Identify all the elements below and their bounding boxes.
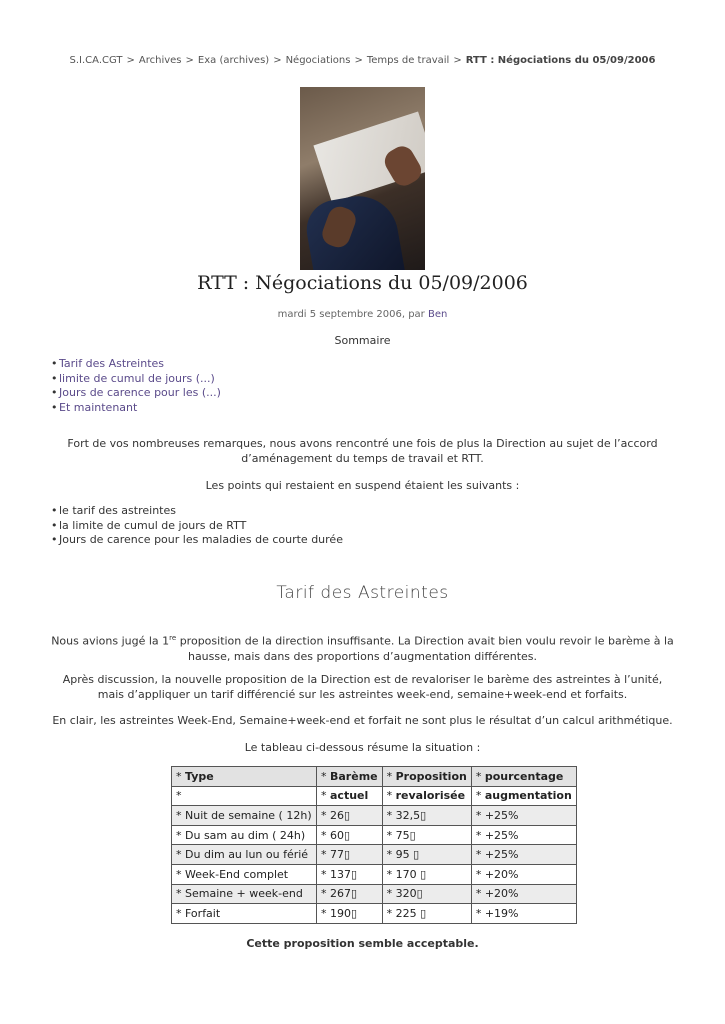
photo-arm — [302, 190, 408, 270]
table-star: * — [321, 887, 330, 901]
table-star: * — [386, 828, 396, 842]
table-star: * — [176, 789, 182, 803]
missing-glyph-icon: ▯ — [344, 848, 351, 862]
section-title: Tarif des Astreintes — [276, 583, 449, 603]
table-cell — [317, 904, 383, 924]
table-cell — [382, 825, 471, 845]
missing-glyph-icon: ▯ — [344, 828, 351, 842]
header-label: Proposition — [395, 769, 467, 783]
table-cell — [172, 845, 317, 865]
list-item: • Jours de carence pour les maladies de courte durée — [51, 533, 343, 548]
table-star: * — [386, 867, 396, 881]
table-star: * — [475, 769, 485, 783]
paragraph-1 — [50, 631, 675, 664]
toc-item — [51, 401, 221, 416]
header-label: augmentation — [484, 789, 572, 803]
table-star: * — [386, 769, 396, 783]
table-cell — [382, 864, 471, 884]
table-star: * — [475, 906, 485, 920]
cell-value: 95 — [395, 848, 414, 862]
table-star: * — [321, 789, 330, 803]
author-link[interactable]: Ben — [427, 309, 448, 320]
missing-glyph-icon: ▯ — [420, 906, 427, 920]
cell-value: 190 — [330, 906, 351, 920]
cell-value: 60 — [330, 828, 344, 842]
table-cell — [471, 845, 576, 865]
table-header-cell — [471, 767, 576, 787]
paragraph-2: Après discussion, la nouvelle proposition de la Direction est de revaloriser le barème des astreintes à l’unité, mais d’appliquer un tarif différencié sur les astreintes week-end, semaine+week-end et forfaits. — [62, 673, 663, 701]
table-cell — [317, 864, 383, 884]
missing-glyph-icon: ▯ — [344, 808, 351, 822]
points-list — [51, 504, 343, 548]
table-star: * — [176, 848, 185, 862]
table-star: * — [321, 808, 330, 822]
table-star: * — [475, 789, 485, 803]
table-cell — [172, 806, 317, 826]
table-star: * — [386, 848, 396, 862]
table-cell — [317, 845, 383, 865]
sommaire-heading: Sommaire — [334, 334, 391, 347]
table-star: * — [321, 906, 330, 920]
table-cell — [382, 786, 471, 806]
table-cell — [172, 786, 317, 806]
cell-value: 26 — [330, 808, 344, 822]
table-star: * — [321, 867, 330, 881]
breadcrumb-link-exa[interactable]: Exa (archives) — [197, 55, 270, 66]
table-cell — [471, 884, 576, 904]
missing-glyph-icon: ▯ — [351, 906, 358, 920]
cell-value: Semaine + week-end — [185, 887, 303, 901]
table-cell — [317, 806, 383, 826]
cell-value: 77 — [330, 848, 344, 862]
tarifs-table — [171, 766, 577, 924]
cell-value: +25% — [484, 828, 519, 842]
table-star: * — [386, 808, 396, 822]
toc-link-et-maintenant[interactable]: Et maintenant — [59, 401, 138, 415]
table-cell — [382, 904, 471, 924]
intro-paragraph: Fort de vos nombreuses remarques, nous avons rencontré une fois de plus la Direction au sujet de l’accord d’aménagement du temps de travail et RTT. — [67, 437, 658, 465]
missing-glyph-icon: ▯ — [351, 887, 358, 901]
table-cell — [172, 904, 317, 924]
cell-value: Week-End complet — [185, 867, 289, 881]
table-star: * — [321, 848, 330, 862]
paragraph-4: Le tableau ci-dessous résume la situation : — [244, 741, 481, 754]
table-star: * — [176, 808, 185, 822]
cell-value: +20% — [484, 887, 519, 901]
table-star: * — [386, 906, 396, 920]
conclusion: Cette proposition semble acceptable. — [246, 937, 479, 950]
cell-value: +25% — [484, 848, 519, 862]
cell-value: Forfait — [185, 906, 221, 920]
table-cell — [471, 786, 576, 806]
breadcrumb-link-negociations[interactable]: Négociations — [285, 55, 351, 66]
table-header-cell — [172, 767, 317, 787]
header-label: revalorisée — [395, 789, 466, 803]
article-meta — [0, 309, 725, 320]
table-star: * — [321, 769, 330, 783]
breadcrumb-link-archives[interactable]: Archives — [138, 55, 182, 66]
toc-item — [51, 372, 221, 387]
cell-value: +20% — [484, 867, 519, 881]
table-row — [172, 904, 577, 924]
table-star: * — [176, 887, 185, 901]
missing-glyph-icon: ▯ — [413, 848, 420, 862]
table-cell — [382, 806, 471, 826]
cell-value: 137 — [330, 867, 351, 881]
cell-value: Nuit de semaine ( 12h) — [185, 808, 312, 822]
table-row — [172, 864, 577, 884]
header-label: pourcentage — [484, 769, 564, 783]
table-cell — [172, 884, 317, 904]
breadcrumb-separator: > — [185, 55, 194, 66]
missing-glyph-icon: ▯ — [351, 867, 358, 881]
table-cell — [382, 884, 471, 904]
table-cell — [317, 884, 383, 904]
table-header-cell — [382, 767, 471, 787]
table-cell — [382, 845, 471, 865]
cell-value: Du sam au dim ( 24h) — [185, 828, 306, 842]
missing-glyph-icon: ▯ — [416, 887, 423, 901]
superscript: re — [169, 634, 177, 642]
table-star: * — [475, 848, 485, 862]
table-cell — [172, 825, 317, 845]
cell-value: 32,5 — [395, 808, 421, 822]
missing-glyph-icon: ▯ — [420, 867, 427, 881]
table-row — [172, 825, 577, 845]
table-cell — [471, 864, 576, 884]
paragraph-text: Nous avions jugé la 1 — [51, 634, 170, 648]
cell-value: Du dim au lun ou férié — [185, 848, 309, 862]
table-cell — [172, 864, 317, 884]
table-row — [172, 884, 577, 904]
breadcrumb-link-temps-de-travail[interactable]: Temps de travail — [366, 55, 450, 66]
toc-link-jours-carence[interactable]: Jours de carence pour les (...) — [59, 386, 221, 400]
table-cell — [471, 904, 576, 924]
table-star: * — [176, 867, 185, 881]
cell-value: 75 — [395, 828, 410, 842]
cell-value: +25% — [484, 808, 519, 822]
missing-glyph-icon: ▯ — [420, 808, 427, 822]
cell-value: 320 — [395, 887, 417, 901]
page-title: RTT : Négociations du 05/09/2006 — [197, 272, 528, 294]
toc-link-limite[interactable]: limite de cumul de jours (...) — [59, 371, 215, 385]
cell-value: 170 — [395, 867, 421, 881]
table-header-row — [172, 767, 577, 787]
breadcrumb-separator: > — [354, 55, 363, 66]
toc-item — [51, 357, 221, 372]
breadcrumb-separator: > — [453, 55, 462, 66]
table-star: * — [321, 828, 330, 842]
points-intro: Les points qui restaient en suspend étaient les suivants : — [205, 479, 520, 492]
table-row — [172, 845, 577, 865]
cell-value: +19% — [484, 906, 519, 920]
table-cell — [317, 825, 383, 845]
table-cell — [471, 825, 576, 845]
list-item: • le tarif des astreintes — [51, 504, 343, 519]
header-label: Barème — [330, 769, 378, 783]
table-star: * — [475, 867, 485, 881]
table-star: * — [176, 769, 185, 783]
list-item: • la limite de cumul de jours de RTT — [51, 519, 343, 534]
table-star: * — [475, 887, 485, 901]
table-header-cell — [317, 767, 383, 787]
table-cell — [471, 806, 576, 826]
table-row — [172, 806, 577, 826]
paragraph-3: En clair, les astreintes Week-End, Semaine+week-end et forfait ne sont plus le résultat d’un calcul arithmétique. — [52, 714, 673, 727]
table-star: * — [386, 887, 396, 901]
cell-value: 225 — [395, 906, 421, 920]
table-subheader-row — [172, 786, 577, 806]
article-photo — [300, 87, 425, 270]
article-date: mardi 5 septembre 2006, par — [277, 309, 428, 320]
paragraph-text: proposition de la direction insuffisante. La Direction avait bien voulu revoir le barème à la hausse, mais dans des proportions d’augmentation différentes. — [176, 634, 674, 663]
breadcrumb-separator: > — [273, 55, 282, 66]
header-label: actuel — [330, 789, 369, 803]
table-star: * — [475, 808, 485, 822]
missing-glyph-icon: ▯ — [409, 828, 416, 842]
toc-item — [51, 386, 221, 401]
breadcrumb-current: RTT : Négociations du 05/09/2006 — [465, 55, 656, 66]
table-star: * — [475, 828, 485, 842]
table-of-contents — [51, 357, 221, 416]
breadcrumb-link-sica[interactable]: S.I.CA.CGT — [69, 55, 123, 66]
table-star: * — [176, 828, 185, 842]
table-cell — [317, 786, 383, 806]
header-label: Type — [185, 769, 214, 783]
cell-value: 267 — [330, 887, 351, 901]
table-star: * — [386, 789, 396, 803]
table-star: * — [176, 906, 185, 920]
toc-link-tarif[interactable]: Tarif des Astreintes — [59, 357, 165, 370]
breadcrumb — [0, 55, 725, 66]
breadcrumb-separator: > — [126, 55, 135, 66]
